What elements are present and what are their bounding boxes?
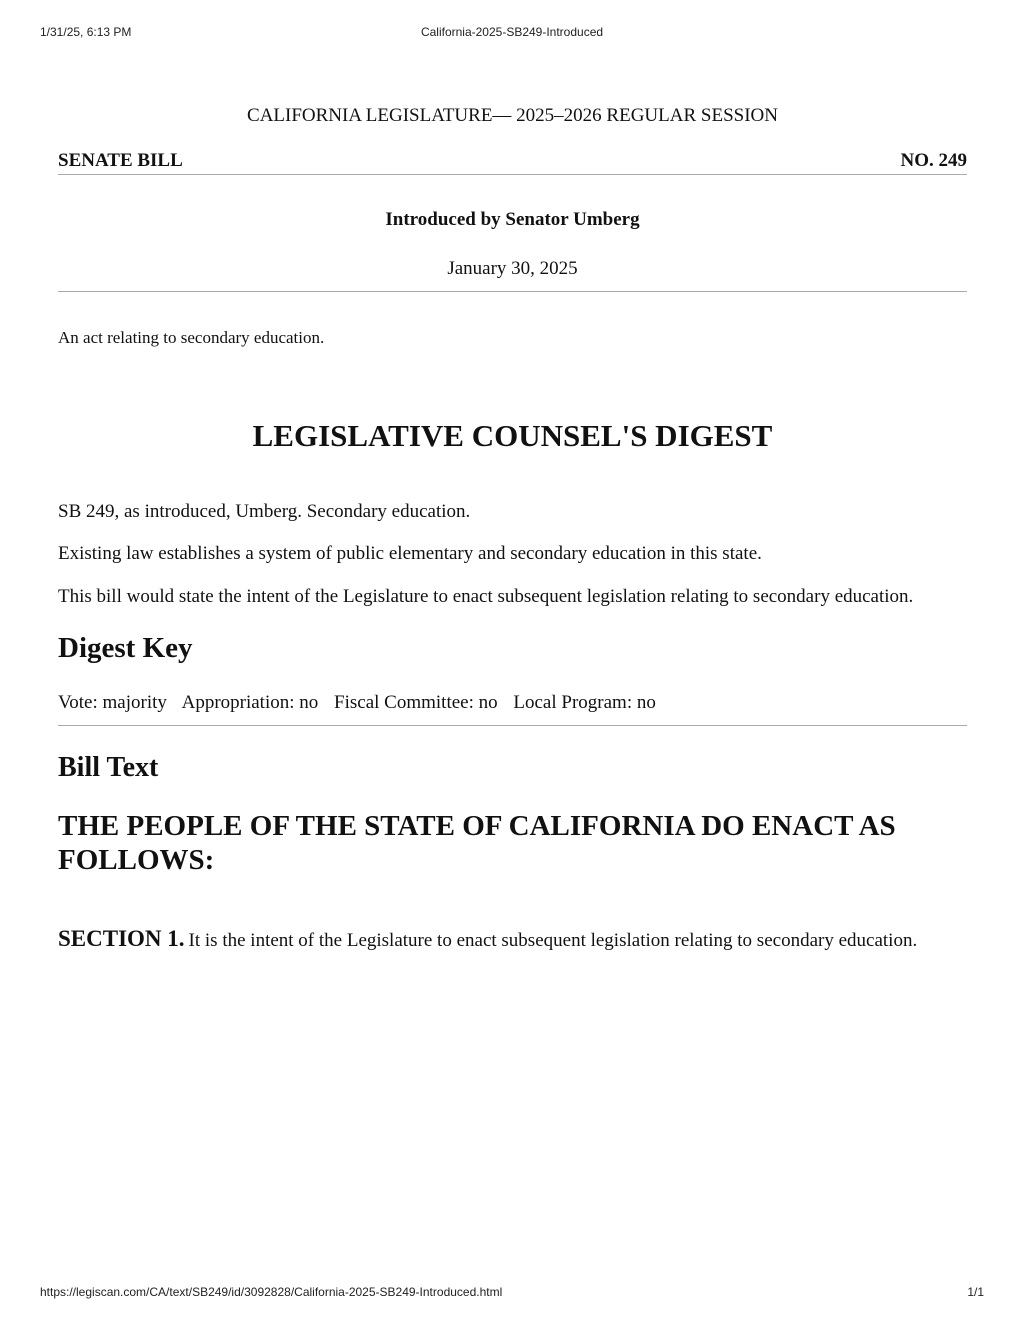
introduced-date: January 30, 2025: [447, 258, 578, 279]
bill-type: SENATE BILL: [58, 150, 183, 171]
digest-key-heading: Digest Key: [58, 632, 193, 664]
section-text: It is the intent of the Legislature to enact subsequent legislation relating to secondary education.: [188, 930, 918, 951]
digest-key-local-program: Local Program: no: [513, 692, 656, 713]
enacting-clause-line: FOLLOWS:: [58, 844, 215, 876]
digest-key-vote: Vote: majority: [58, 692, 167, 713]
digest-paragraph: This bill would state the intent of the Legislature to enact subsequent legislation relating to secondary education.: [58, 586, 914, 607]
print-footer: [40, 1285, 984, 1301]
enacting-clause: [58, 809, 967, 877]
digest-paragraph: Existing law establishes a system of public elementary and secondary education in this state.: [58, 543, 762, 564]
digest-heading: LEGISLATIVE COUNSEL'S DIGEST: [252, 418, 773, 453]
digest-paragraph: SB 249, as introduced, Umberg. Secondary education.: [58, 501, 471, 522]
act-description: An act relating to secondary education.: [58, 328, 325, 347]
divider: [58, 725, 967, 726]
bill-text-heading: Bill Text: [58, 752, 159, 783]
section-1: [58, 926, 917, 952]
source-url: https://legiscan.com/CA/text/SB249/id/3092828/California-2025-SB249-Introduced.html: [40, 1285, 503, 1299]
print-datetime: 1/31/25, 6:13 PM: [40, 25, 132, 39]
print-document-title: California-2025-SB249-Introduced: [420, 25, 604, 39]
digest-key-appropriation: Appropriation: no: [181, 692, 319, 713]
digest-key-list: [58, 692, 667, 714]
print-header: [40, 25, 984, 41]
digest-key-fiscal-committee: Fiscal Committee: no: [334, 692, 498, 713]
section-label: SECTION 1.: [58, 926, 185, 951]
divider: [58, 291, 967, 292]
enacting-clause-line: THE PEOPLE OF THE STATE OF CALIFORNIA DO ENACT AS: [58, 810, 896, 842]
bill-identifier-row: [58, 150, 967, 175]
introduced-by: Introduced by Senator Umberg: [385, 209, 640, 230]
bill-number: NO. 249: [900, 150, 967, 171]
session-title: CALIFORNIA LEGISLATURE— 2025–2026 REGULAR SESSION: [247, 105, 778, 126]
page-number: 1/1: [967, 1285, 984, 1299]
